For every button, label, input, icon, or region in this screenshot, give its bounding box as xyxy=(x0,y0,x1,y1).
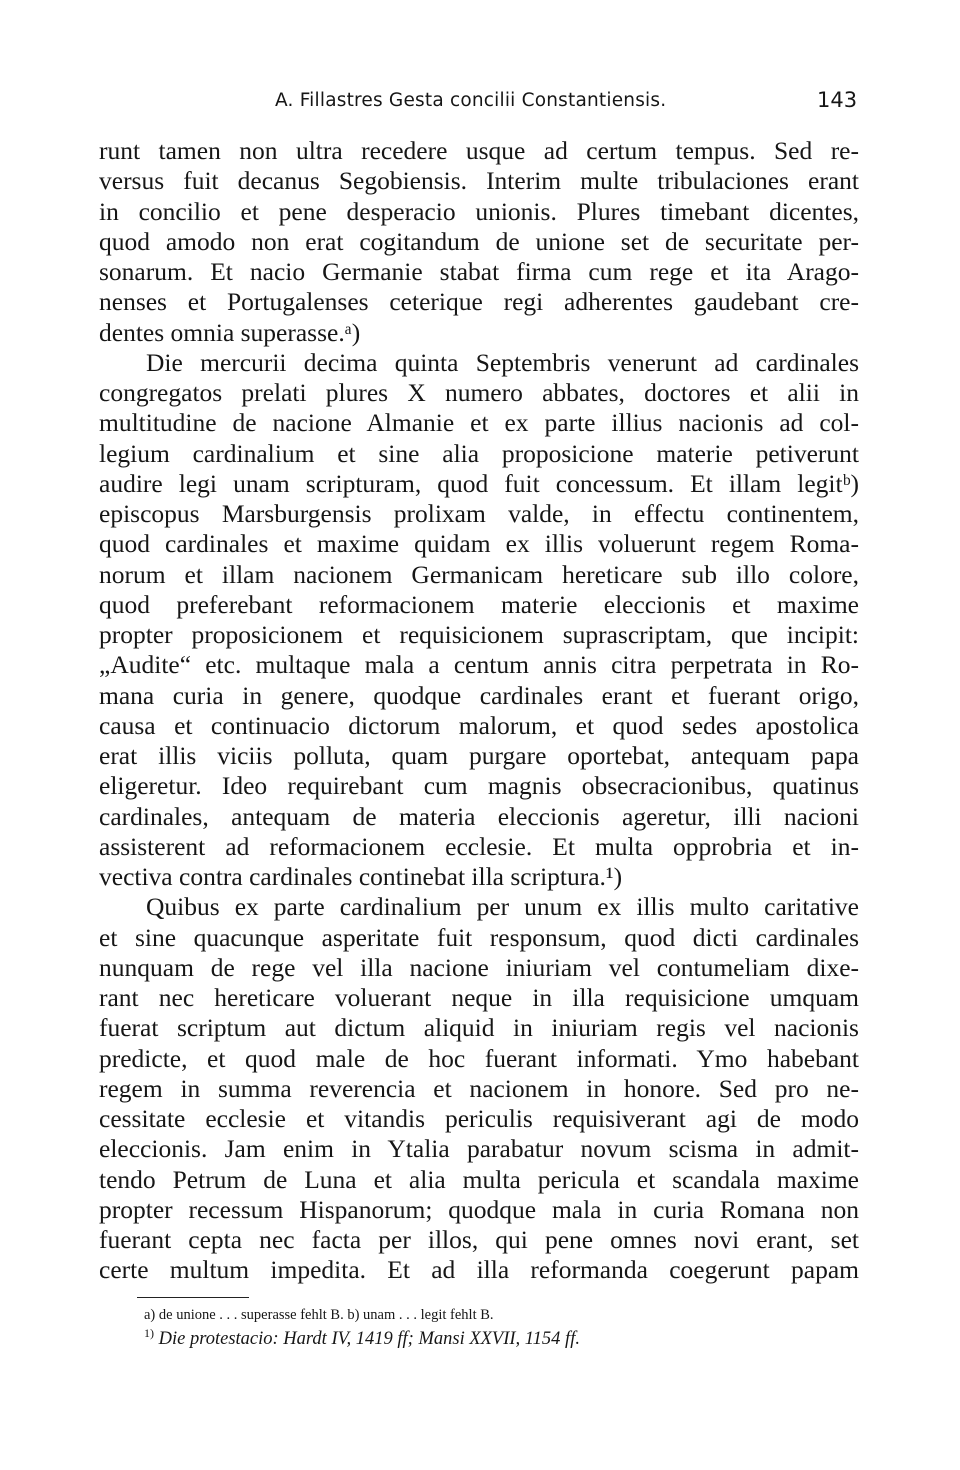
footnote-text: Die protestacio: Hardt IV, 1419 ff; Mansi XXVII, 1154 ff. xyxy=(158,1329,580,1349)
body-text xyxy=(99,136,859,1286)
text-line: causa et continuacio dictorum malorum, et quod sedes apostolica xyxy=(99,710,859,740)
text-line: tendo Petrum de Luna et alia multa pericula et scandala maxime xyxy=(99,1164,859,1194)
text-line: Quibus ex parte cardinalium per unum ex illis multo caritative xyxy=(146,892,859,922)
text-line: predicte, et quod male de hoc fuerant informati. Ymo habebant xyxy=(99,1043,859,1073)
text-line: regem in summa reverencia et nacionem in honore. Sed pro ne- xyxy=(99,1073,859,1103)
text-line: multitudine de nacione Almanie et ex parte illius nacionis ad col- xyxy=(99,408,859,438)
running-title: A. Fillastres Gesta concilii Constantiensis. xyxy=(275,90,667,111)
text-line: in concilio et pene desperacio unionis. Plures timebant dicentes, xyxy=(99,196,859,226)
text-line: nunquam de rege vel illa nacione iniuriam vel contumeliam dixe- xyxy=(99,952,859,982)
text-line: propter proposicionem et requisicionem suprascriptam, que incipit: xyxy=(99,620,859,649)
text-line: fuerat scriptum aut dictum aliquid in iniuriam regis vel nacionis xyxy=(99,1013,859,1043)
text-line: runt tamen non ultra recedere usque ad certum tempus. Sed re- xyxy=(99,136,859,165)
text-line: sonarum. Et nacio Germanie stabat firma cum rege et ita Arago- xyxy=(99,257,859,286)
footnote-divider xyxy=(137,1297,249,1298)
footnote-marker: 1) xyxy=(144,1325,154,1340)
footnote-1 xyxy=(144,1326,864,1352)
footnote-variants: a) de unione . . . superasse fehlt B. b) unam . . . legit fehlt B. xyxy=(144,1307,494,1323)
text-line: fuerant cepta nec facta per illos, qui pene omnes novi erant, set xyxy=(99,1225,859,1254)
text-line: quod preferebant reformacionem materie eleccionis et maxime xyxy=(99,589,859,619)
text-line: eligeretur. Ideo requirebant cum magnis obsecracionibus, quatinus xyxy=(99,771,859,801)
text-line: cessitate ecclesie et vitandis periculis requisiverant agi de modo xyxy=(99,1104,859,1133)
text-line: congregatos prelati plures X numero abbates, doctores et alii in xyxy=(99,378,859,407)
text-line: quod amodo non erat cogitandum de unione set de securitate per- xyxy=(99,226,859,256)
page-number: 143 xyxy=(817,88,858,112)
text-line: episcopus Marsburgensis prolixam valde, in effectu continentem, xyxy=(99,499,859,528)
text-line: audire legi unam scripturam, quod fuit concessum. Et illam legitᵇ) xyxy=(99,468,859,498)
text-line: versus fuit decanus Segobiensis. Interim multe tribulaciones erant xyxy=(99,166,859,196)
text-line: rant nec hereticare voluerant neque in illa requisicione umquam xyxy=(99,983,859,1012)
text-line: nenses et Portugalenses ceterique regi adherentes gaudebant cre- xyxy=(99,287,859,317)
text-line: certe multum impedita. Et ad illa reformanda coegerunt papam xyxy=(99,1255,859,1285)
text-line: vectiva contra cardinales continebat illa scriptura.¹) xyxy=(99,862,623,891)
text-line: norum et illam nacionem Germanicam hereticare sub illo colore, xyxy=(99,559,859,589)
text-line: cardinales, antequam de materia eleccionis ageretur, illi nacioni xyxy=(99,801,859,831)
text-line: Die mercurii decima quinta Septembris venerunt ad cardinales xyxy=(146,347,859,377)
page-header xyxy=(0,84,960,120)
text-line: assisterent ad reformacionem ecclesie. Et multa opprobria et in- xyxy=(99,831,859,861)
text-line: eleccionis. Jam enim in Ytalia parabatur novum scisma in admit- xyxy=(99,1134,859,1164)
text-line: et sine quacunque asperitate fuit responsum, quod dicti cardinales xyxy=(99,922,859,952)
text-line: legium cardinalium et sine alia proposicione materie petiverunt xyxy=(99,438,859,468)
text-line: quod cardinales et maxime quidam ex illis voluerunt regem Roma- xyxy=(99,529,859,559)
text-line: propter recessum Hispanorum; quodque mala in curia Romana non xyxy=(99,1194,859,1224)
text-line: „Audite“ etc. multaque mala a centum annis citra perpetrata in Ro- xyxy=(99,650,859,680)
footnotes xyxy=(144,1304,864,1352)
text-line: mana curia in genere, quodque cardinales erant et fuerant origo, xyxy=(99,680,859,710)
text-line: erat illis viciis polluta, quam purgare oportebat, antequam papa xyxy=(99,741,859,770)
text-line: dentes omnia superasse.ᵃ) xyxy=(99,317,361,347)
